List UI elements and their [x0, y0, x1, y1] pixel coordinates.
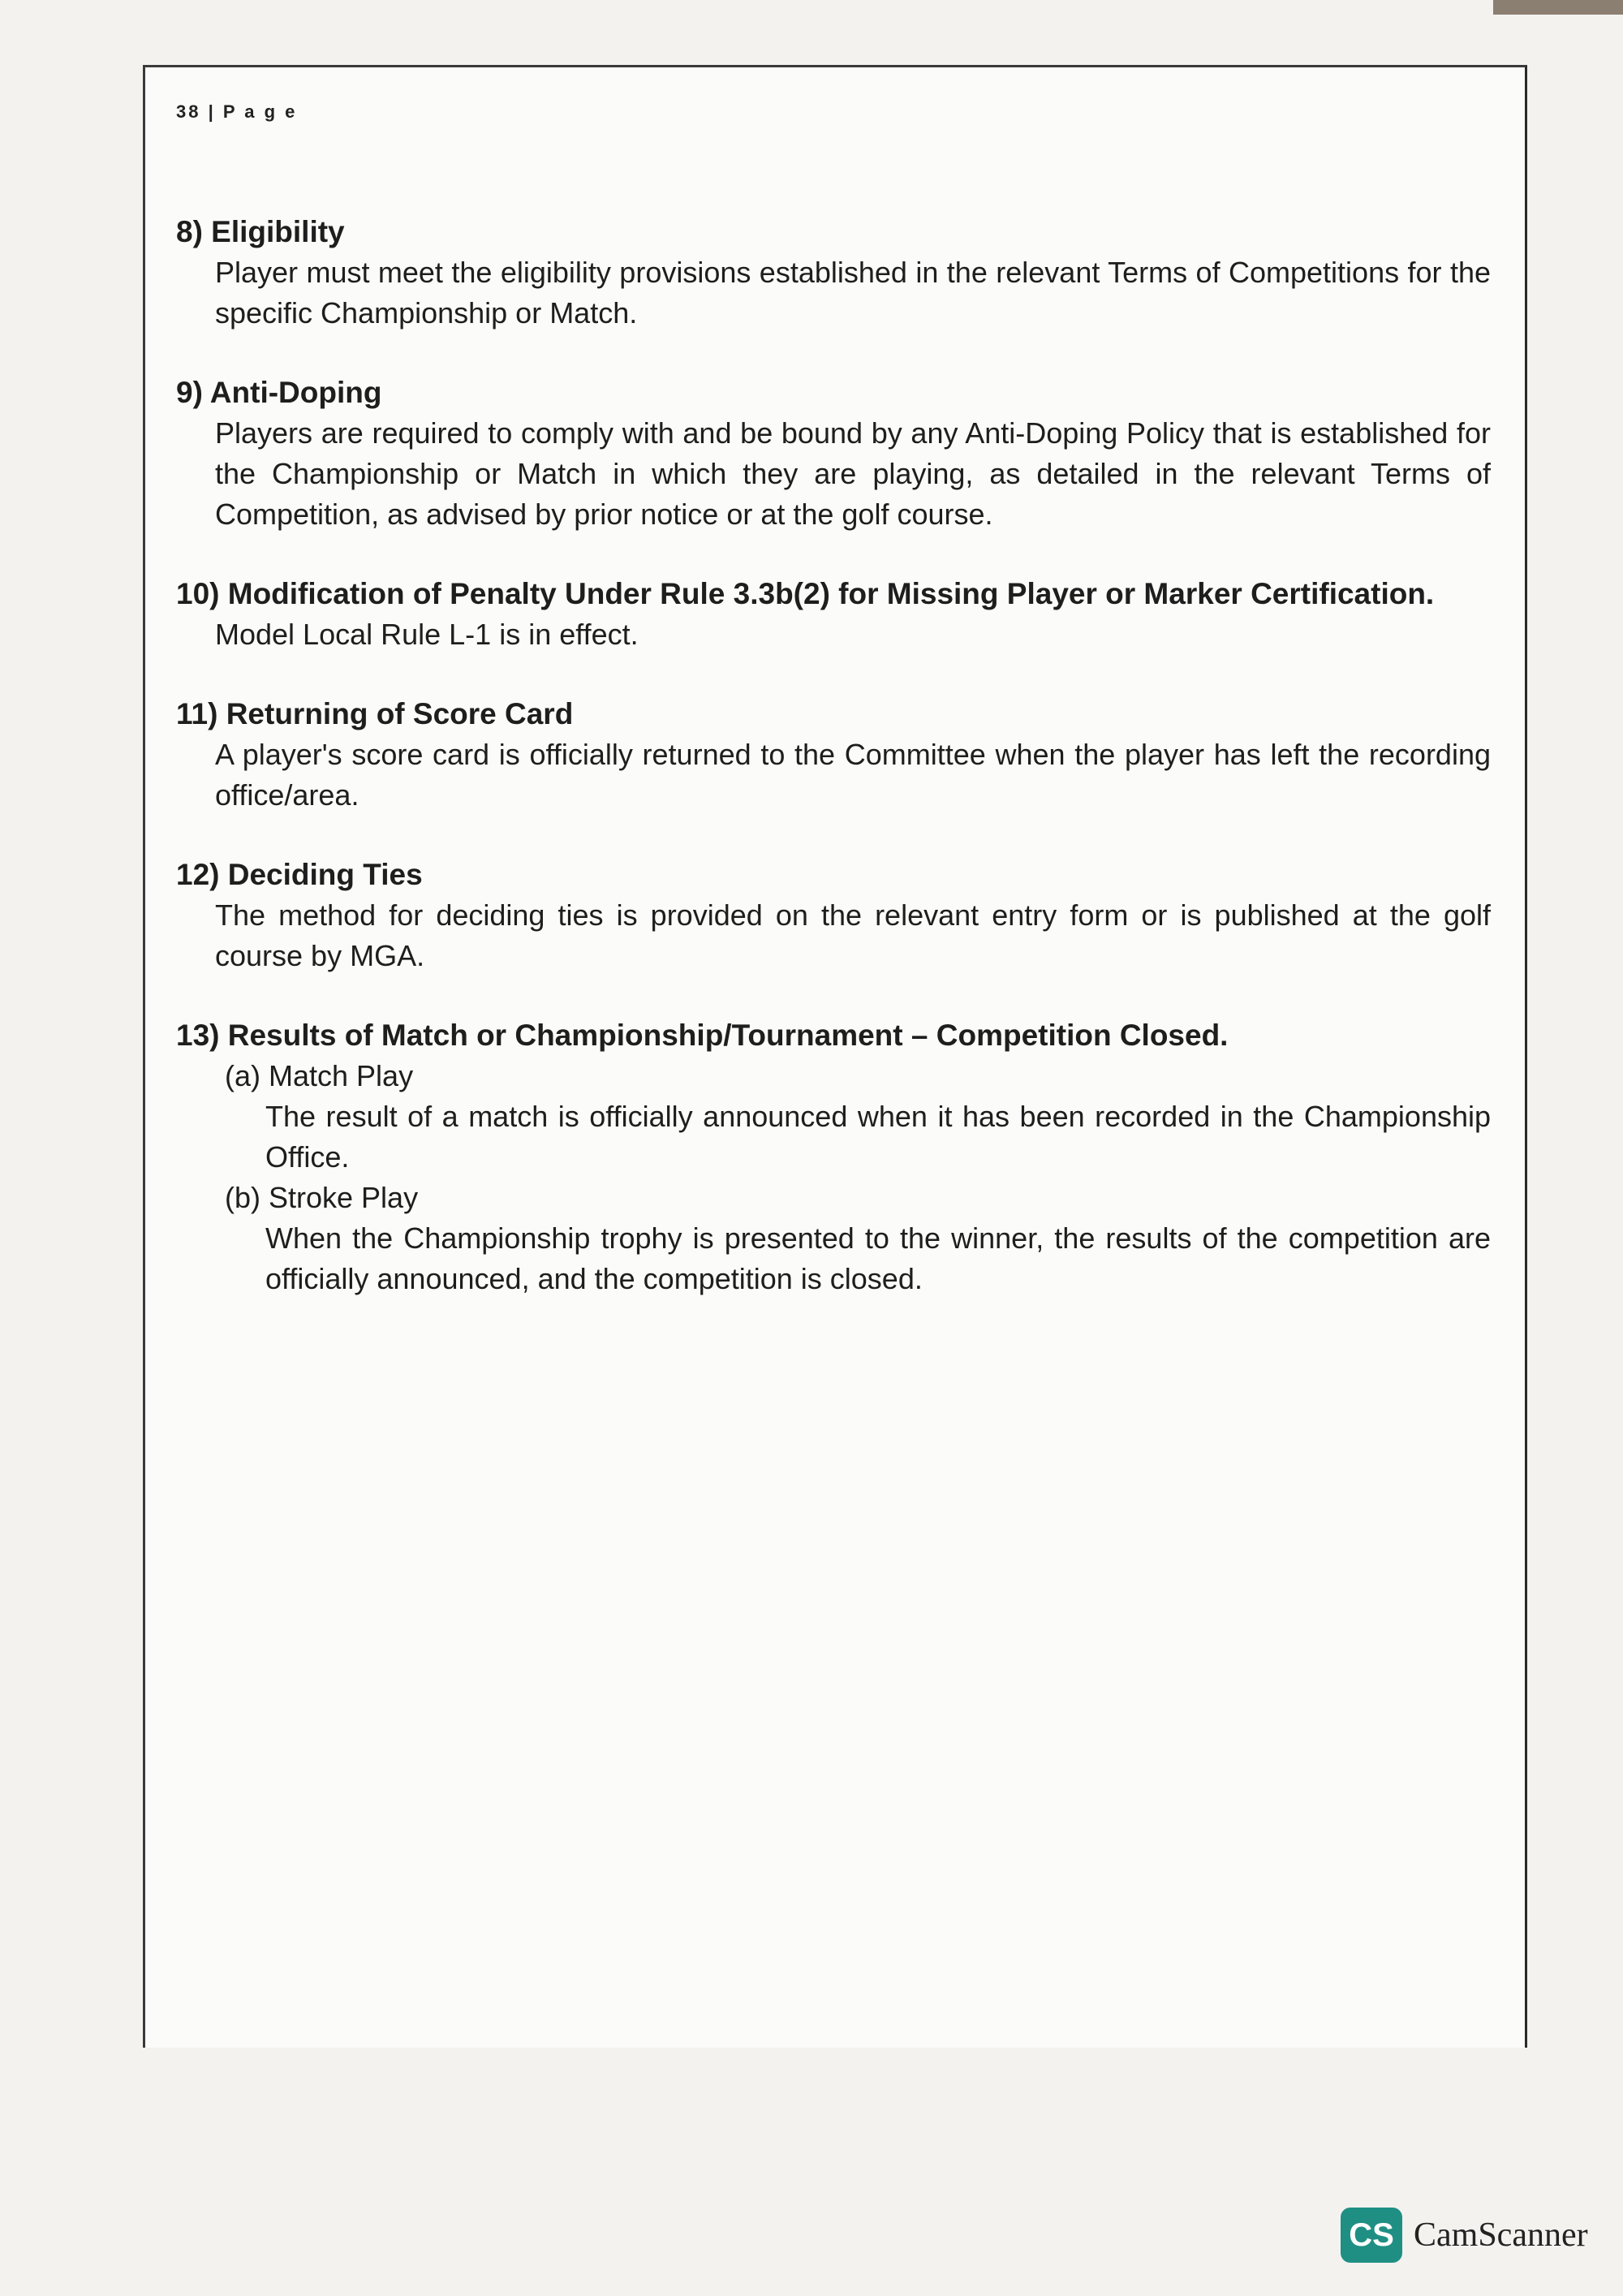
section-title: 11) Returning of Score Card	[176, 697, 574, 730]
camscanner-logo-icon: CS	[1341, 2208, 1402, 2263]
section-eligibility	[176, 212, 1491, 334]
page-number: 38 | P a g e	[176, 101, 298, 122]
section-title: 9) Anti-Doping	[176, 376, 382, 409]
subsection-body: The result of a match is officially announced when it has been recorded in the Championship Office.	[265, 1100, 1491, 1174]
scan-edge-mark	[1493, 0, 1623, 15]
section-body: Model Local Rule L-1 is in effect.	[215, 618, 639, 651]
section-title: 13) Results of Match or Championship/Tournament – Competition Closed.	[176, 1019, 1229, 1052]
camscanner-watermark	[1341, 2208, 1588, 2263]
section-body: Players are required to comply with and be bound by any Anti-Doping Policy that is established for the Championship or Match in which they are playing, as detailed in the relevant Terms of Competition, as advised by prior notice or at the golf course.	[215, 416, 1491, 531]
section-deciding-ties	[176, 855, 1491, 976]
section-modification-of-penalty	[176, 574, 1491, 655]
section-body: Player must meet the eligibility provisions established in the relevant Terms of Competitions for the specific Championship or Match.	[215, 256, 1491, 330]
section-body: The method for deciding ties is provided on the relevant entry form or is published at the golf course by MGA.	[215, 898, 1491, 972]
subsection-title: (b) Stroke Play	[225, 1181, 419, 1214]
section-anti-doping	[176, 373, 1491, 535]
section-returning-score-card	[176, 694, 1491, 816]
page-content	[176, 212, 1491, 1338]
section-title: 8) Eligibility	[176, 215, 345, 248]
section-results	[176, 1015, 1491, 1299]
subsection-body: When the Championship trophy is presented to the winner, the results of the competition are officially announced, and the competition is closed.	[265, 1221, 1491, 1295]
camscanner-text: CamScanner	[1414, 2216, 1588, 2254]
section-title: 12) Deciding Ties	[176, 858, 423, 891]
subsection-title: (a) Match Play	[225, 1059, 414, 1092]
section-body: A player's score card is officially returned to the Committee when the player has left the recording office/area.	[215, 738, 1491, 812]
document-page	[143, 65, 1527, 2048]
section-title: 10) Modification of Penalty Under Rule 3.3b(2) for Missing Player or Marker Certification.	[176, 577, 1435, 610]
